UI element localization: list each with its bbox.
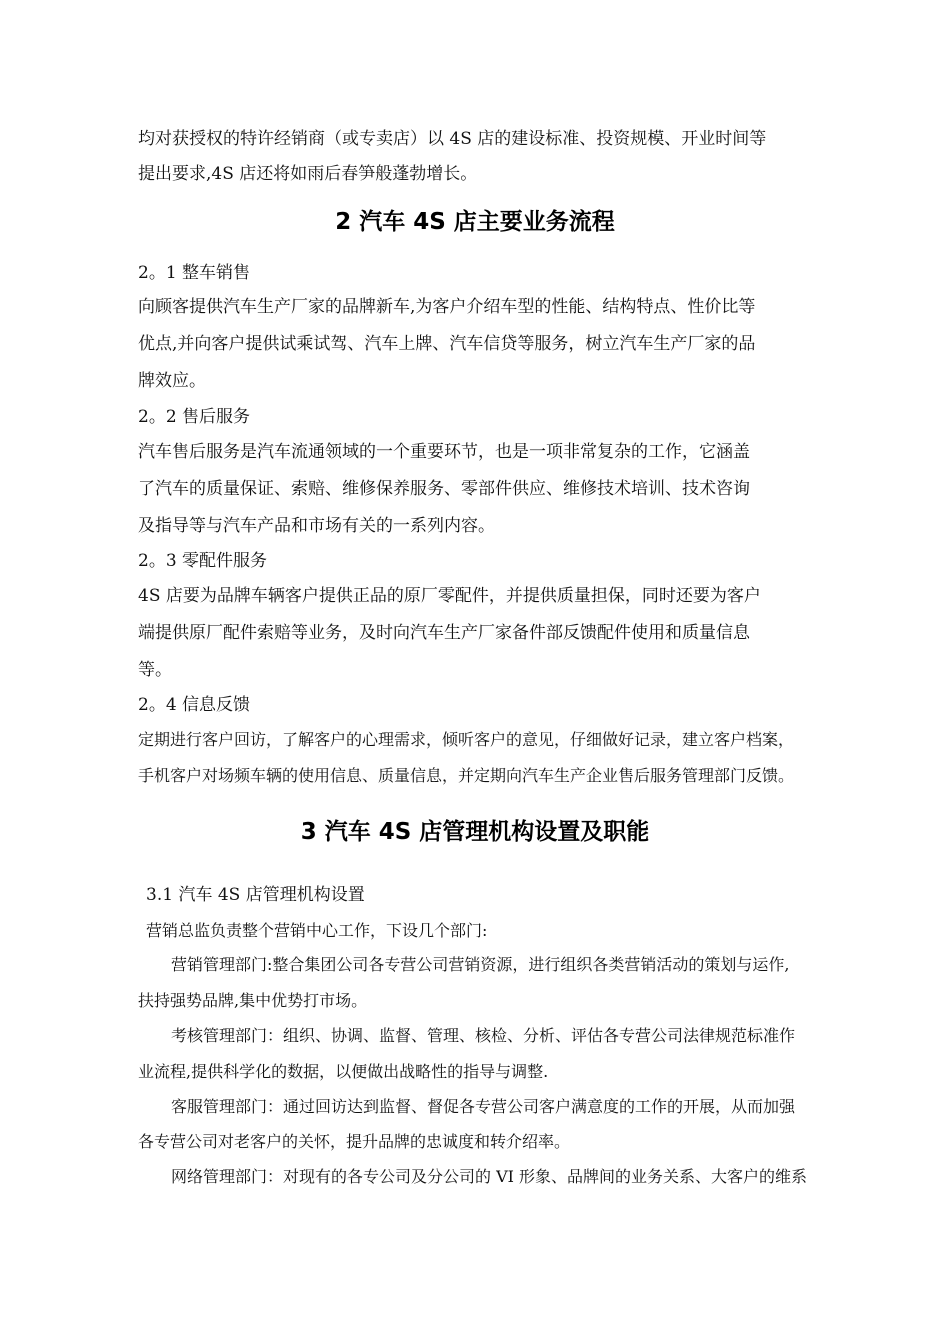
- section-2-2-line-3: 及指导等与汽车产品和市场有关的一系列内容。: [138, 516, 495, 536]
- section-2-title: 2 汽车 4S 店主要业务流程: [335, 209, 615, 235]
- section-2-3-line-2: 端提供原厂配件索赔等业务，及时向汽车生产厂家备件部反馈配件使用和质量信息: [138, 623, 750, 643]
- section-2-4-heading: 2。4 信息反馈: [138, 695, 251, 715]
- section-2-3-heading: 2。3 零配件服务: [138, 551, 268, 571]
- section-2-2-line-1: 汽车售后服务是汽车流通领域的一个重要环节，也是一项非常复杂的工作，它涵盖: [138, 442, 750, 462]
- section-2-2-heading: 2。2 售后服务: [138, 407, 251, 427]
- service-dept-line-1: 客服管理部门：通过回访达到监督、督促各专营公司客户满意度的工作的开展，从而加强: [171, 1097, 796, 1116]
- service-dept-line-2: 各专营公司对老客户的关怀，提升品牌的忠诚度和转介绍率。: [138, 1132, 571, 1151]
- section-2-3-line-3: 等。: [138, 660, 172, 680]
- network-dept-line-1: 网络管理部门：对现有的各专公司及分公司的 VI 形象、品牌间的业务关系、大客户的维系: [171, 1167, 808, 1186]
- section-2-4-line-1: 定期进行客户回访，了解客户的心理需求，倾听客户的意见，仔细做好记录，建立客户档案，: [138, 730, 795, 749]
- marketing-dept-line-2: 扶持强势品牌,集中优势打市场。: [138, 991, 368, 1010]
- marketing-dept-line-1: 营销管理部门:整合集团公司各专营公司营销资源，进行组织各类营销活动的策划与运作,: [171, 955, 790, 974]
- section-2-1-line-3: 牌效应。: [138, 371, 206, 391]
- intro-line-1: 均对获授权的特许经销商（或专卖店）以 4S 店的建设标准、投资规模、开业时间等: [138, 129, 767, 149]
- section-2-1-line-2: 优点,并向客户提供试乘试驾、汽车上牌、汽车信贷等服务，树立汽车生产厂家的品: [138, 334, 756, 354]
- section-2-1-heading: 2。1 整车销售: [138, 263, 251, 283]
- assessment-dept-line-1: 考核管理部门：组织、协调、监督、管理、核检、分析、评估各专营公司法律规范标准作: [171, 1026, 796, 1045]
- section-2-2-line-2: 了汽车的质量保证、索赔、维修保养服务、零部件供应、维修技术培训、技术咨询: [138, 479, 750, 499]
- section-2-3-line-1: 4S 店要为品牌车辆客户提供正品的原厂零配件，并提供质量担保，同时还要为客户: [138, 586, 761, 606]
- section-3-1-intro: 营销总监负责整个营销中心工作，下设几个部门:: [146, 921, 488, 940]
- section-2-1-line-1: 向顾客提供汽车生产厂家的品牌新车,为客户介绍车型的性能、结构特点、性价比等: [138, 297, 756, 317]
- section-3-title: 3 汽车 4S 店管理机构设置及职能: [300, 819, 650, 845]
- assessment-dept-line-2: 业流程,提供科学化的数据，以便做出战略性的指导与调整.: [138, 1062, 549, 1081]
- section-3-1-heading: 3.1 汽车 4S 店管理机构设置: [146, 885, 365, 905]
- section-2-4-line-2: 手机客户对场频车辆的使用信息、质量信息，并定期向汽车生产企业售后服务管理部门反馈。: [138, 766, 795, 785]
- intro-line-2: 提出要求,4S 店还将如雨后春笋般蓬勃增长。: [138, 164, 478, 184]
